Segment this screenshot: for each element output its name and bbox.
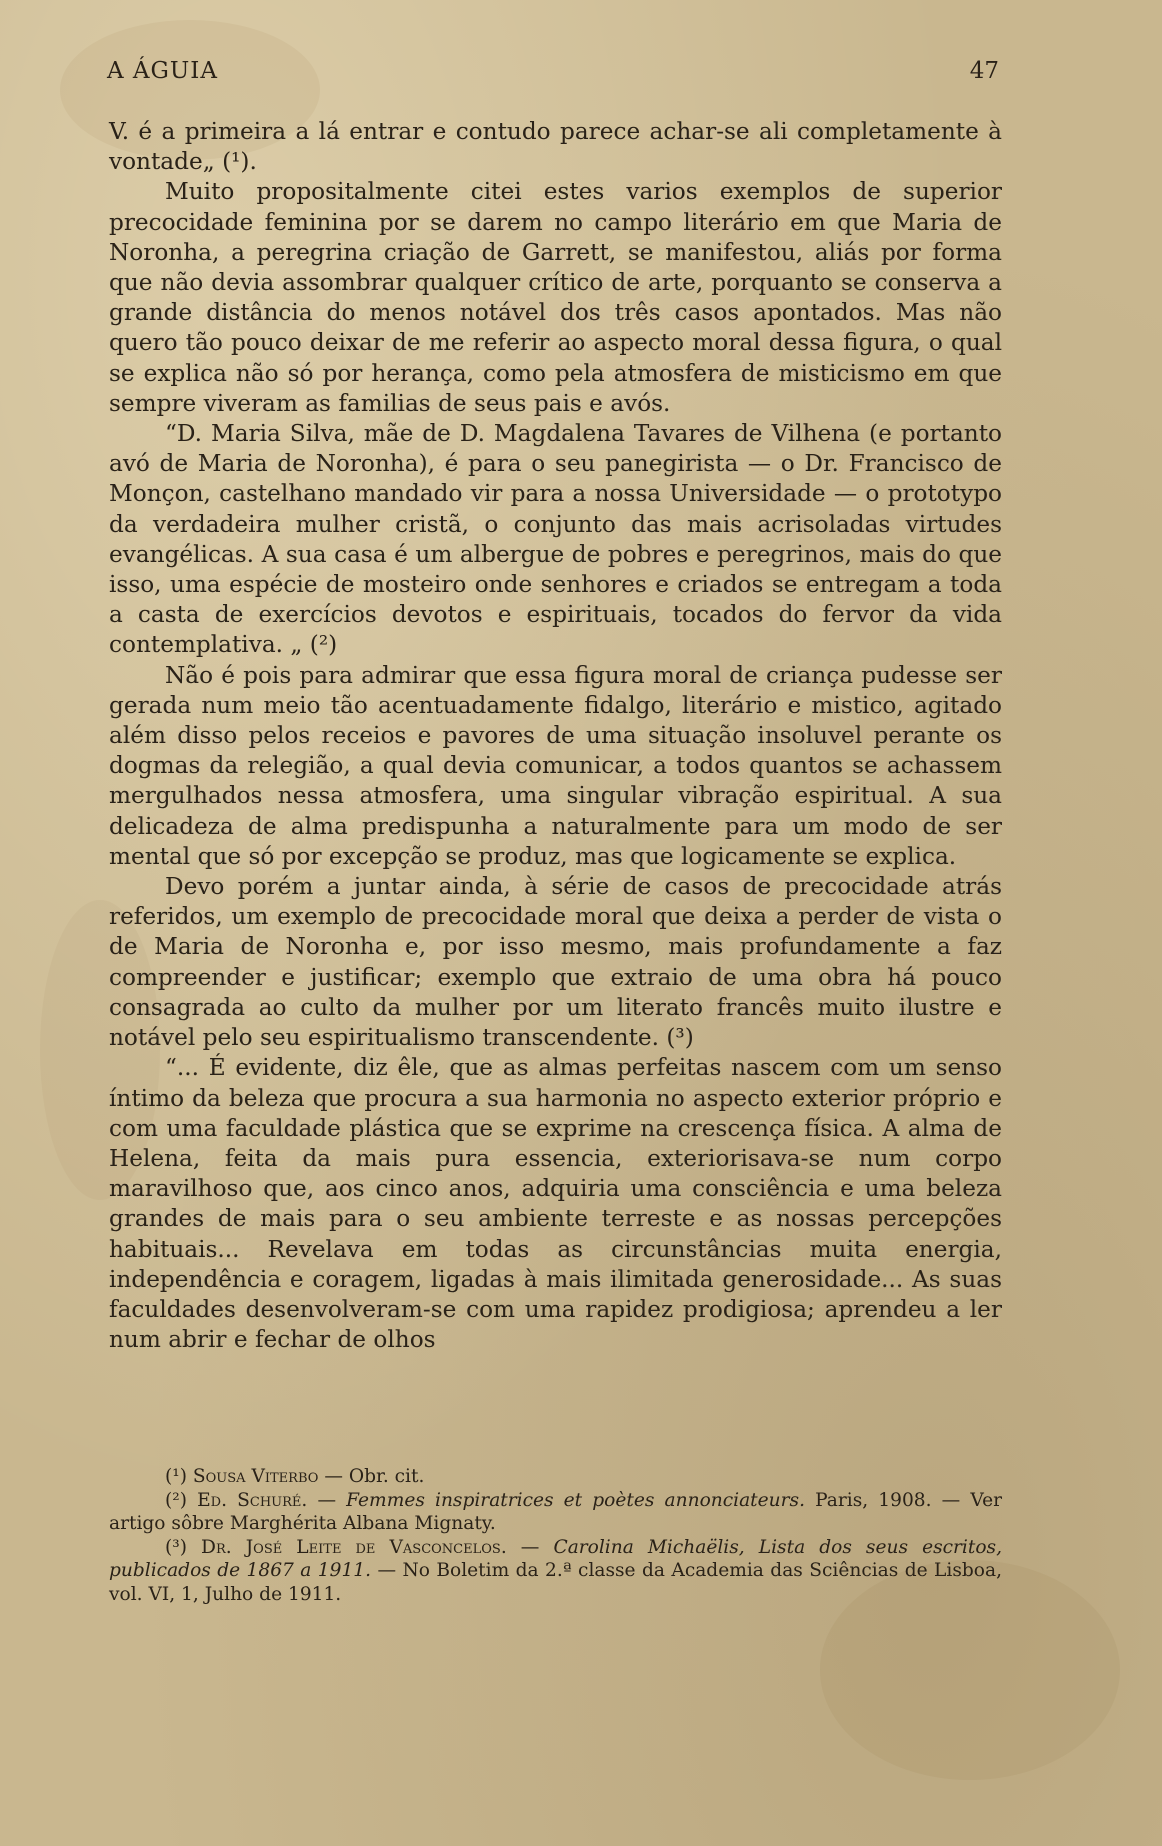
- footnote-title: Femmes inspiratrices et poètes annonciateurs.: [346, 1489, 805, 1511]
- footnote-author: Sousa Viterbo: [192, 1466, 319, 1487]
- footnote-text: — No Boletim da 2.ª classe da Academia das Sciências de Lisboa, vol. VI, 1, Julho de 1911.: [109, 1560, 1002, 1605]
- footnote-marker: (³): [165, 1536, 187, 1558]
- page-number: 47: [969, 58, 999, 84]
- footnote-marker: (¹): [165, 1466, 187, 1487]
- paragraph: “... É evidente, diz êle, que as almas perfeitas nascem com um senso íntimo da beleza que procura a sua harmonia no aspecto exterior próprio e com uma faculdade plástica que se exprime na crescença física. A alma de Helena, feita da mais pura essencia, exteriorisava-se num corpo maravilhoso que, aos cinco anos, adquiria uma consciência e uma beleza grandes de mais para o seu ambiente terreste e as nossas percepções habituais... Revelava em todas as circunstâncias muita energia, independência e coragem, ligadas à mais ilimitada generosidade... As suas faculdades desenvolveram-se com uma rapidez prodigiosa; aprendeu a ler num abrir e fechar de olhos: [109, 1054, 1002, 1354]
- footnote-text: —: [506, 1536, 554, 1558]
- paragraph: Muito propositalmente citei estes varios exemplos de superior precocidade feminina por se darem no campo literário em que Maria de Noronha, a peregrina criação de Garrett, se manifestou, aliás por forma que não devia assombrar qualquer crítico de arte, porquanto se conserva a grande distância do menos notável dos três casos apontados. Mas não quero tão pouco deixar de me referir ao aspecto moral dessa figura, o qual se explica não só por herança, como pela atmosfera de misticismo em que sempre viveram as familias de seus pais e avós.: [109, 178, 1002, 417]
- footnote: [109, 1489, 1002, 1536]
- footnote-text: —: [307, 1489, 347, 1511]
- footnote: [109, 1465, 1002, 1489]
- footnote: [109, 1536, 1002, 1607]
- paragraph: Não é pois para admirar que essa figura moral de criança pudesse ser gerada num meio tão acentuadamente fidalgo, literário e mistico, agitado além disso pelos receios e pavores de uma situação insoluvel perante os dogmas da relegião, a qual devia comunicar, a todos quantos se achassem mergulhados nessa atmosfera, uma singular vibração espiritual. A sua delicadeza de alma predispunha a naturalmente para um modo de ser mental que só por excepção se produz, mas que logicamente se explica.: [109, 661, 1002, 870]
- page-header: [107, 58, 999, 98]
- footnote-text: Paris, 1908. — Ver artigo sôbre Marghérita Albana Mignaty.: [109, 1489, 1002, 1534]
- body-text: [109, 117, 1002, 1355]
- paragraph: V. é a primeira a lá entrar e contudo parece achar-se ali completamente à vontade„ (¹).: [109, 118, 1002, 176]
- footnote-text: — Obr. cit.: [318, 1466, 425, 1487]
- footnote-title: Carolina Michaëlis, Lista dos seus escritos, publicados de 1867 a 1911.: [109, 1536, 1002, 1581]
- footnotes: [109, 1465, 1002, 1606]
- paragraph: Devo porém a juntar ainda, à série de casos de precocidade atrás referidos, um exemplo de precocidade moral que deixa a perder de vista o de Maria de Noronha e, por isso mesmo, mais profundamente a faz compreender e justificar; exemplo que extraio de uma obra há pouco consagrada ao culto da mulher por um literato francês muito ilustre e notável pelo seu espiritualismo transcendente. (³): [109, 873, 1002, 1052]
- footnote-author: Ed. Schuré.: [197, 1489, 308, 1511]
- footnote-author: Dr. José Leite de Vasconcelos.: [201, 1536, 507, 1558]
- footnote-marker: (²): [165, 1489, 187, 1511]
- paragraph: “D. Maria Silva, mãe de D. Magdalena Tavares de Vilhena (e portanto avó de Maria de Noronha), é para o seu panegirista — o Dr. Francisco de Monçon, castelhano mandado vir para a nossa Universidade — o prototypo da verdadeira mulher cristã, o conjunto das mais acrisoladas virtudes evangélicas. A sua casa é um albergue de pobres e peregrinos, mais do que isso, uma espécie de mosteiro onde senhores e criados se entregam a toda a casta de exercícios devotos e espirituais, tocados do fervor da vida contemplativa. „ (²): [109, 420, 1002, 659]
- running-head: A ÁGUIA: [107, 58, 218, 84]
